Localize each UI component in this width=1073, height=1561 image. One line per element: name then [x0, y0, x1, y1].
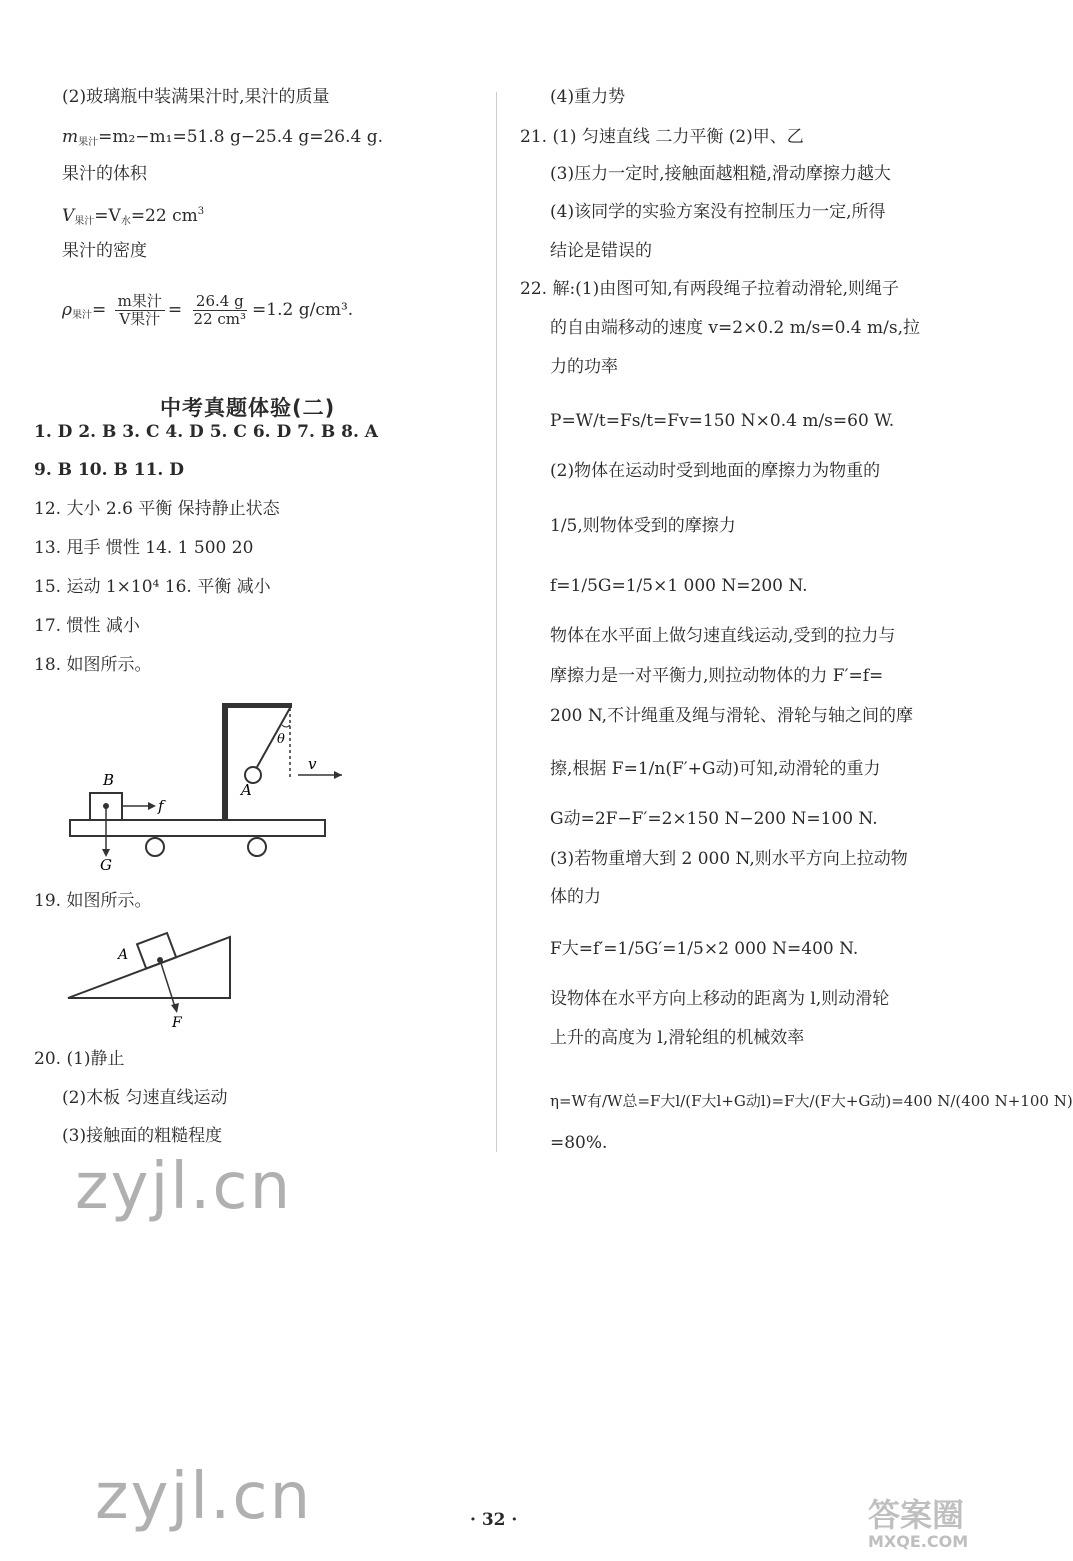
fraction: $\frac{26.4 g}{\text{22 cm³}}$ [193, 292, 247, 328]
label-A: A [241, 781, 252, 799]
fraction: $\frac{\text{m果汁}}{\text{V果汁}}$ [115, 293, 165, 328]
page-number: · 32 · [470, 1510, 518, 1530]
text-line: 摩擦力是一对平衡力,则拉动物体的力 F′=f= [550, 666, 884, 686]
text-line: 果汁的密度 [62, 241, 147, 261]
text-line: 结论是错误的 [550, 241, 652, 261]
text-line: (4)该同学的实验方案没有控制压力一定,所得 [550, 202, 886, 222]
text-line: 22. 解:(1)由图可知,有两段绳子拉着动滑轮,则绳子 [520, 279, 900, 299]
text-line: 1/5,则物体受到的摩擦力 [550, 516, 736, 536]
answer-line: 13. 甩手 惯性 14. 1 500 20 [34, 538, 254, 558]
watermark: zyjl.cn [95, 1460, 313, 1534]
answer-line: 20. (1)静止 [34, 1049, 125, 1069]
text-line: 物体在水平面上做匀速直线运动,受到的拉力与 [550, 626, 896, 646]
text-line: (3)若物重增大到 2 000 N,则水平方向上拉动物 [550, 849, 908, 869]
answer-line: 21. (1) 匀速直线 二力平衡 (2)甲、乙 [520, 127, 804, 147]
answer-line: 9. B 10. B 11. D [34, 460, 184, 480]
text-line: (2)物体在运动时受到地面的摩擦力为物重的 [550, 461, 881, 481]
label-f: f [158, 797, 164, 815]
answer-line: 19. 如图所示。 [34, 891, 152, 911]
watermark: zyjl.cn [75, 1150, 293, 1224]
text-line: (3)压力一定时,接触面越粗糙,滑动摩擦力越大 [550, 164, 891, 184]
text-line: 体的力 [550, 887, 601, 907]
text-line: 200 N,不计绳重及绳与滑轮、滑轮与轴之间的摩 [550, 706, 914, 726]
label-A: A [118, 947, 129, 963]
equation-density: $\rho_{果汁}=$ $\frac{\text{m果汁}}{\text{V果汁}}$ = $\frac{26.4 g}{\text{22 cm³}}$ =1.2 g/cm³. [62, 292, 354, 328]
answer-line: 17. 惯性 减小 [34, 616, 140, 636]
text-line: 设物体在水平方向上移动的距离为 l,则动滑轮 [550, 989, 890, 1009]
column-divider [496, 92, 497, 1152]
section-title: 中考真题体验(二) [160, 396, 336, 420]
label-G: G [100, 856, 112, 874]
answer-line: 18. 如图所示。 [34, 655, 152, 675]
text-line: 擦,根据 F=1/n(F′+G动)可知,动滑轮的重力 [550, 759, 881, 779]
label-v: v [308, 755, 317, 773]
text-line: 力的功率 [550, 357, 618, 377]
answer-line: (2)木板 匀速直线运动 [62, 1088, 228, 1108]
figure-18-cart [60, 695, 340, 875]
text-line: (4)重力势 [550, 87, 626, 107]
answer-line: (3)接触面的粗糙程度 [62, 1126, 223, 1146]
equation-volume: $V_{果汁}=V_水=22$ $cm^3$ [62, 206, 205, 227]
equation-mass: $m_{果汁}=m_2-m_1=51.8$ g−25.4 g=26.4 g. [62, 127, 384, 148]
equation-pulley-weight: G动=2F−F′=2×150 N−200 N=100 N. [550, 809, 878, 829]
text-line: =80%. [550, 1133, 608, 1153]
figure-19-incline [60, 925, 260, 1035]
answer-line: 12. 大小 2.6 平衡 保持静止状态 [34, 499, 280, 519]
answer-line: 15. 运动 1×10⁴ 16. 平衡 减小 [34, 577, 271, 597]
equation-efficiency: η=W有/W总=F大l/(F大l+G动l)=F大/(F大+G动)=400 N/(400 N+100 N) [550, 1092, 1073, 1110]
equation-force: F大=f′=1/5G′=1/5×2 000 N=400 N. [550, 939, 859, 959]
label-theta: θ [277, 732, 285, 747]
watermark-logo: 答案圈 [868, 1496, 965, 1534]
watermark-site: MXQE.COM [868, 1532, 969, 1551]
answer-line: 1. D 2. B 3. C 4. D 5. C 6. D 7. B 8. A [34, 422, 378, 442]
text-line: 果汁的体积 [62, 164, 147, 184]
equation-friction: f=1/5G=1/5×1 000 N=200 N. [550, 576, 808, 596]
text-line: 的自由端移动的速度 v=2×0.2 m/s=0.4 m/s,拉 [550, 318, 920, 338]
equation-power: P=W/t=Fs/t=Fv=150 N×0.4 m/s=60 W. [550, 411, 895, 431]
label-F: F [172, 1015, 182, 1031]
text-line: (2)玻璃瓶中装满果汁时,果汁的质量 [62, 87, 330, 107]
label-B: B [103, 771, 115, 789]
text-line: 上升的高度为 l,滑轮组的机械效率 [550, 1028, 805, 1048]
